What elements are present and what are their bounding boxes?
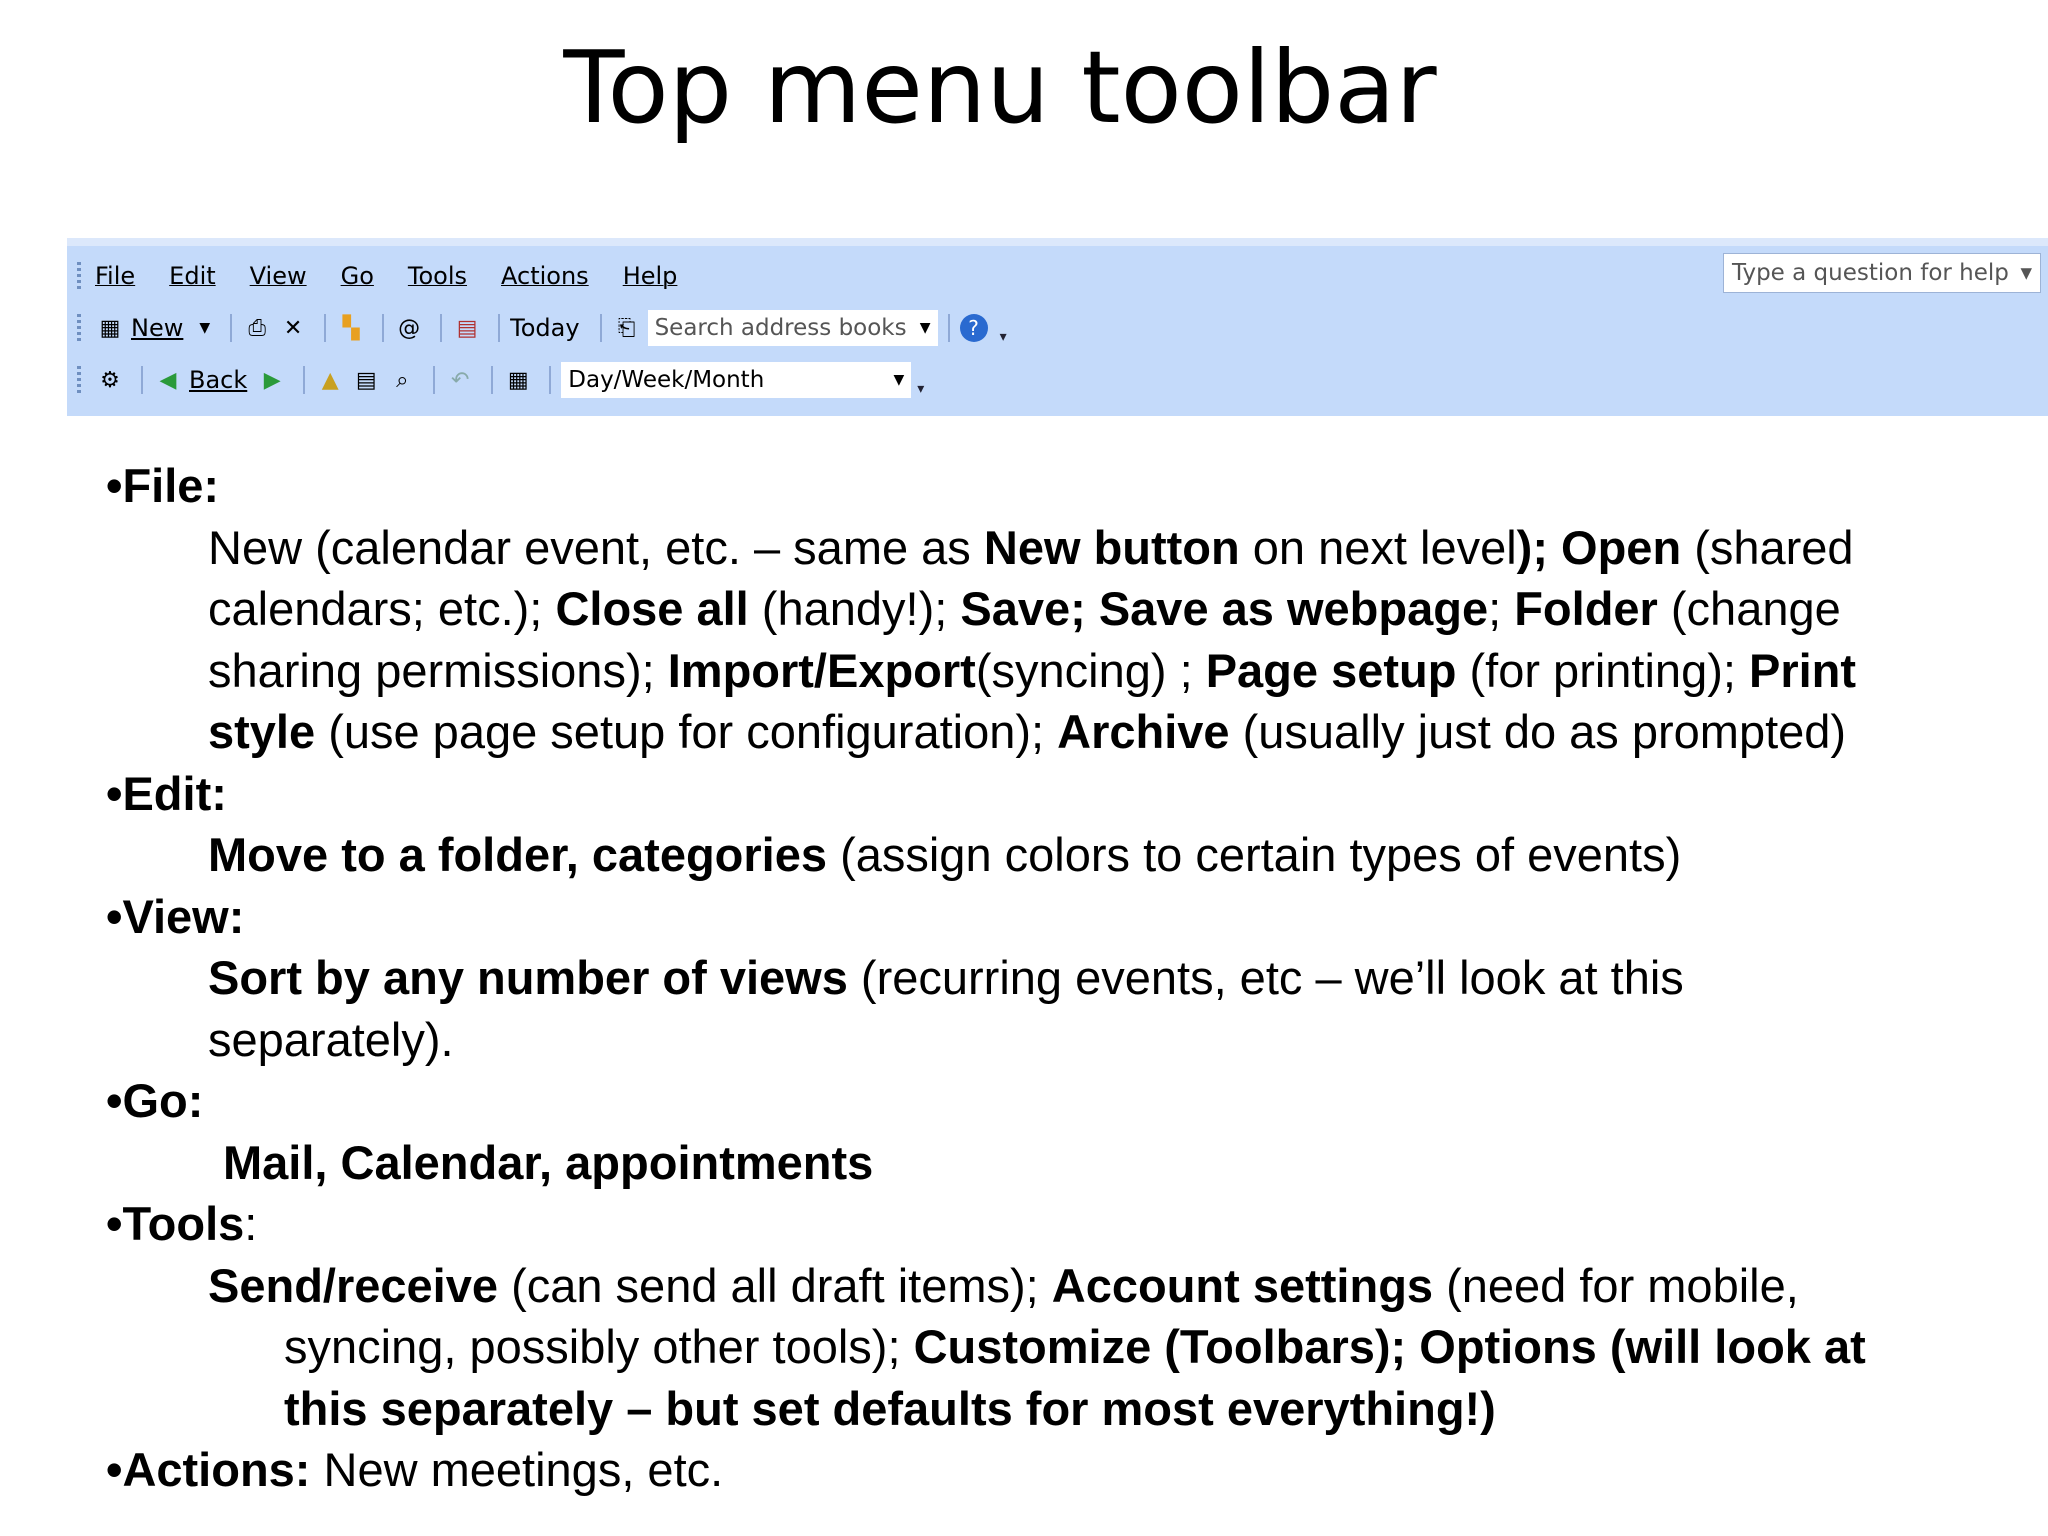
current-view-select[interactable] xyxy=(561,362,911,398)
file-line-3: sharing permissions); Import/Export(syncing) ; Page setup (for printing); Print xyxy=(208,643,1857,697)
undo-icon[interactable]: ↶ xyxy=(451,367,470,393)
calendar-icon: ▦ xyxy=(99,315,121,341)
grip-handle[interactable] xyxy=(77,366,81,394)
search-address-books[interactable] xyxy=(648,310,938,346)
separator xyxy=(230,314,232,342)
standard-toolbar xyxy=(77,308,1007,348)
section-file-heading: •File: xyxy=(106,459,220,512)
folder-list-icon[interactable]: ▤ xyxy=(355,367,377,393)
categories-icon[interactable]: ▚ xyxy=(342,315,360,341)
menu-bar xyxy=(77,256,711,296)
chevron-down-icon[interactable]: ▼ xyxy=(893,372,905,388)
address-card-icon[interactable]: ▤ xyxy=(456,315,478,341)
view-line-1: Sort by any number of views (recurring events, etc – we’ll look at this xyxy=(208,951,1684,1004)
section-tools-heading: •Tools: xyxy=(106,1197,258,1250)
calendar-view-icon[interactable]: ▦ xyxy=(507,367,529,393)
grip-handle[interactable] xyxy=(77,314,81,342)
section-edit-heading: •Edit: xyxy=(106,766,227,820)
file-line-2: calendars; etc.); Close all (handy!); Save; Save as webpage; Folder (change xyxy=(208,582,1841,635)
section-actions-heading: •Actions: New meetings, etc. xyxy=(106,1443,724,1496)
separator xyxy=(440,314,442,342)
menu-help[interactable]: Help xyxy=(622,262,678,290)
delete-icon[interactable]: ✕ xyxy=(283,315,303,341)
address-book-icon[interactable]: ⎗ xyxy=(617,315,636,341)
file-line-1: New (calendar event, etc. – same as New button on next level); Open (shared xyxy=(208,520,1854,574)
file-line-4: style (use page setup for configuration); Archive (usually just do as prompted) xyxy=(208,705,1847,758)
menu-tools[interactable]: Tools xyxy=(407,262,468,290)
advanced-toolbar xyxy=(77,360,924,400)
page-title: Top menu toolbar xyxy=(563,29,1437,146)
separator xyxy=(433,366,435,394)
menu-file[interactable]: File xyxy=(95,262,136,290)
menu-descriptions xyxy=(106,455,2006,1501)
print-icon[interactable]: ⎙ xyxy=(248,315,266,341)
menu-go[interactable]: Go xyxy=(340,262,374,290)
toolbar-top-border xyxy=(67,238,2048,246)
new-button[interactable] xyxy=(95,313,210,343)
toolbar-options-icon[interactable]: ▾ xyxy=(917,381,925,397)
tools-line-3: this separately – but set defaults for most everything!) xyxy=(284,1381,1496,1435)
separator xyxy=(303,366,305,394)
current-view-text: Day/Week/Month xyxy=(568,367,765,393)
separator xyxy=(491,366,493,394)
help-question-box[interactable] xyxy=(1723,253,2041,293)
outlook-today-icon[interactable]: ⚙ xyxy=(100,367,120,393)
go-line-1: Mail, Calendar, appointments xyxy=(223,1135,874,1189)
grip-handle[interactable] xyxy=(77,262,81,290)
separator xyxy=(549,366,551,394)
new-dropdown-icon[interactable]: ▼ xyxy=(199,320,211,336)
up-folder-icon[interactable]: ▲ xyxy=(321,367,339,393)
back-button[interactable] xyxy=(153,365,247,395)
menu-edit[interactable]: Edit xyxy=(169,262,216,290)
tools-line-1: Send/receive (can send all draft items); Account settings (need for mobile, xyxy=(208,1258,1799,1312)
outlook-toolbar-screenshot xyxy=(67,238,2048,416)
help-dropdown-icon[interactable]: ▾ xyxy=(2020,260,2032,286)
menu-view[interactable]: View xyxy=(249,262,307,290)
help-icon[interactable]: ? xyxy=(960,314,988,342)
menu-actions[interactable]: Actions xyxy=(501,262,589,290)
tools-line-2: syncing, possibly other tools); Customize (Toolbars); Options (will look at xyxy=(284,1320,1866,1373)
back-label: Back xyxy=(189,366,248,394)
separator xyxy=(600,314,602,342)
section-view-heading: •View: xyxy=(106,889,245,943)
toolbar-options-icon[interactable]: ▾ xyxy=(999,329,1007,345)
separator xyxy=(324,314,326,342)
new-label: New xyxy=(131,314,184,342)
chevron-down-icon[interactable]: ▼ xyxy=(919,320,931,336)
search-address-books-text: Search address books xyxy=(654,315,907,341)
today-button[interactable]: Today xyxy=(510,314,580,342)
separator xyxy=(498,314,500,342)
send-receive-icon[interactable]: @ xyxy=(398,315,421,341)
separator xyxy=(141,366,143,394)
print-preview-icon[interactable]: ⌕ xyxy=(396,367,409,393)
view-line-2: separately). xyxy=(208,1012,454,1066)
section-go-heading: •Go: xyxy=(106,1074,204,1127)
back-arrow-icon: ◀ xyxy=(159,367,177,393)
help-question-text: Type a question for help xyxy=(1732,260,2009,286)
edit-line-1: Move to a folder, categories (assign colors to certain types of events) xyxy=(208,828,1682,881)
forward-arrow-icon[interactable]: ▶ xyxy=(263,367,281,393)
separator xyxy=(948,314,950,342)
separator xyxy=(382,314,384,342)
